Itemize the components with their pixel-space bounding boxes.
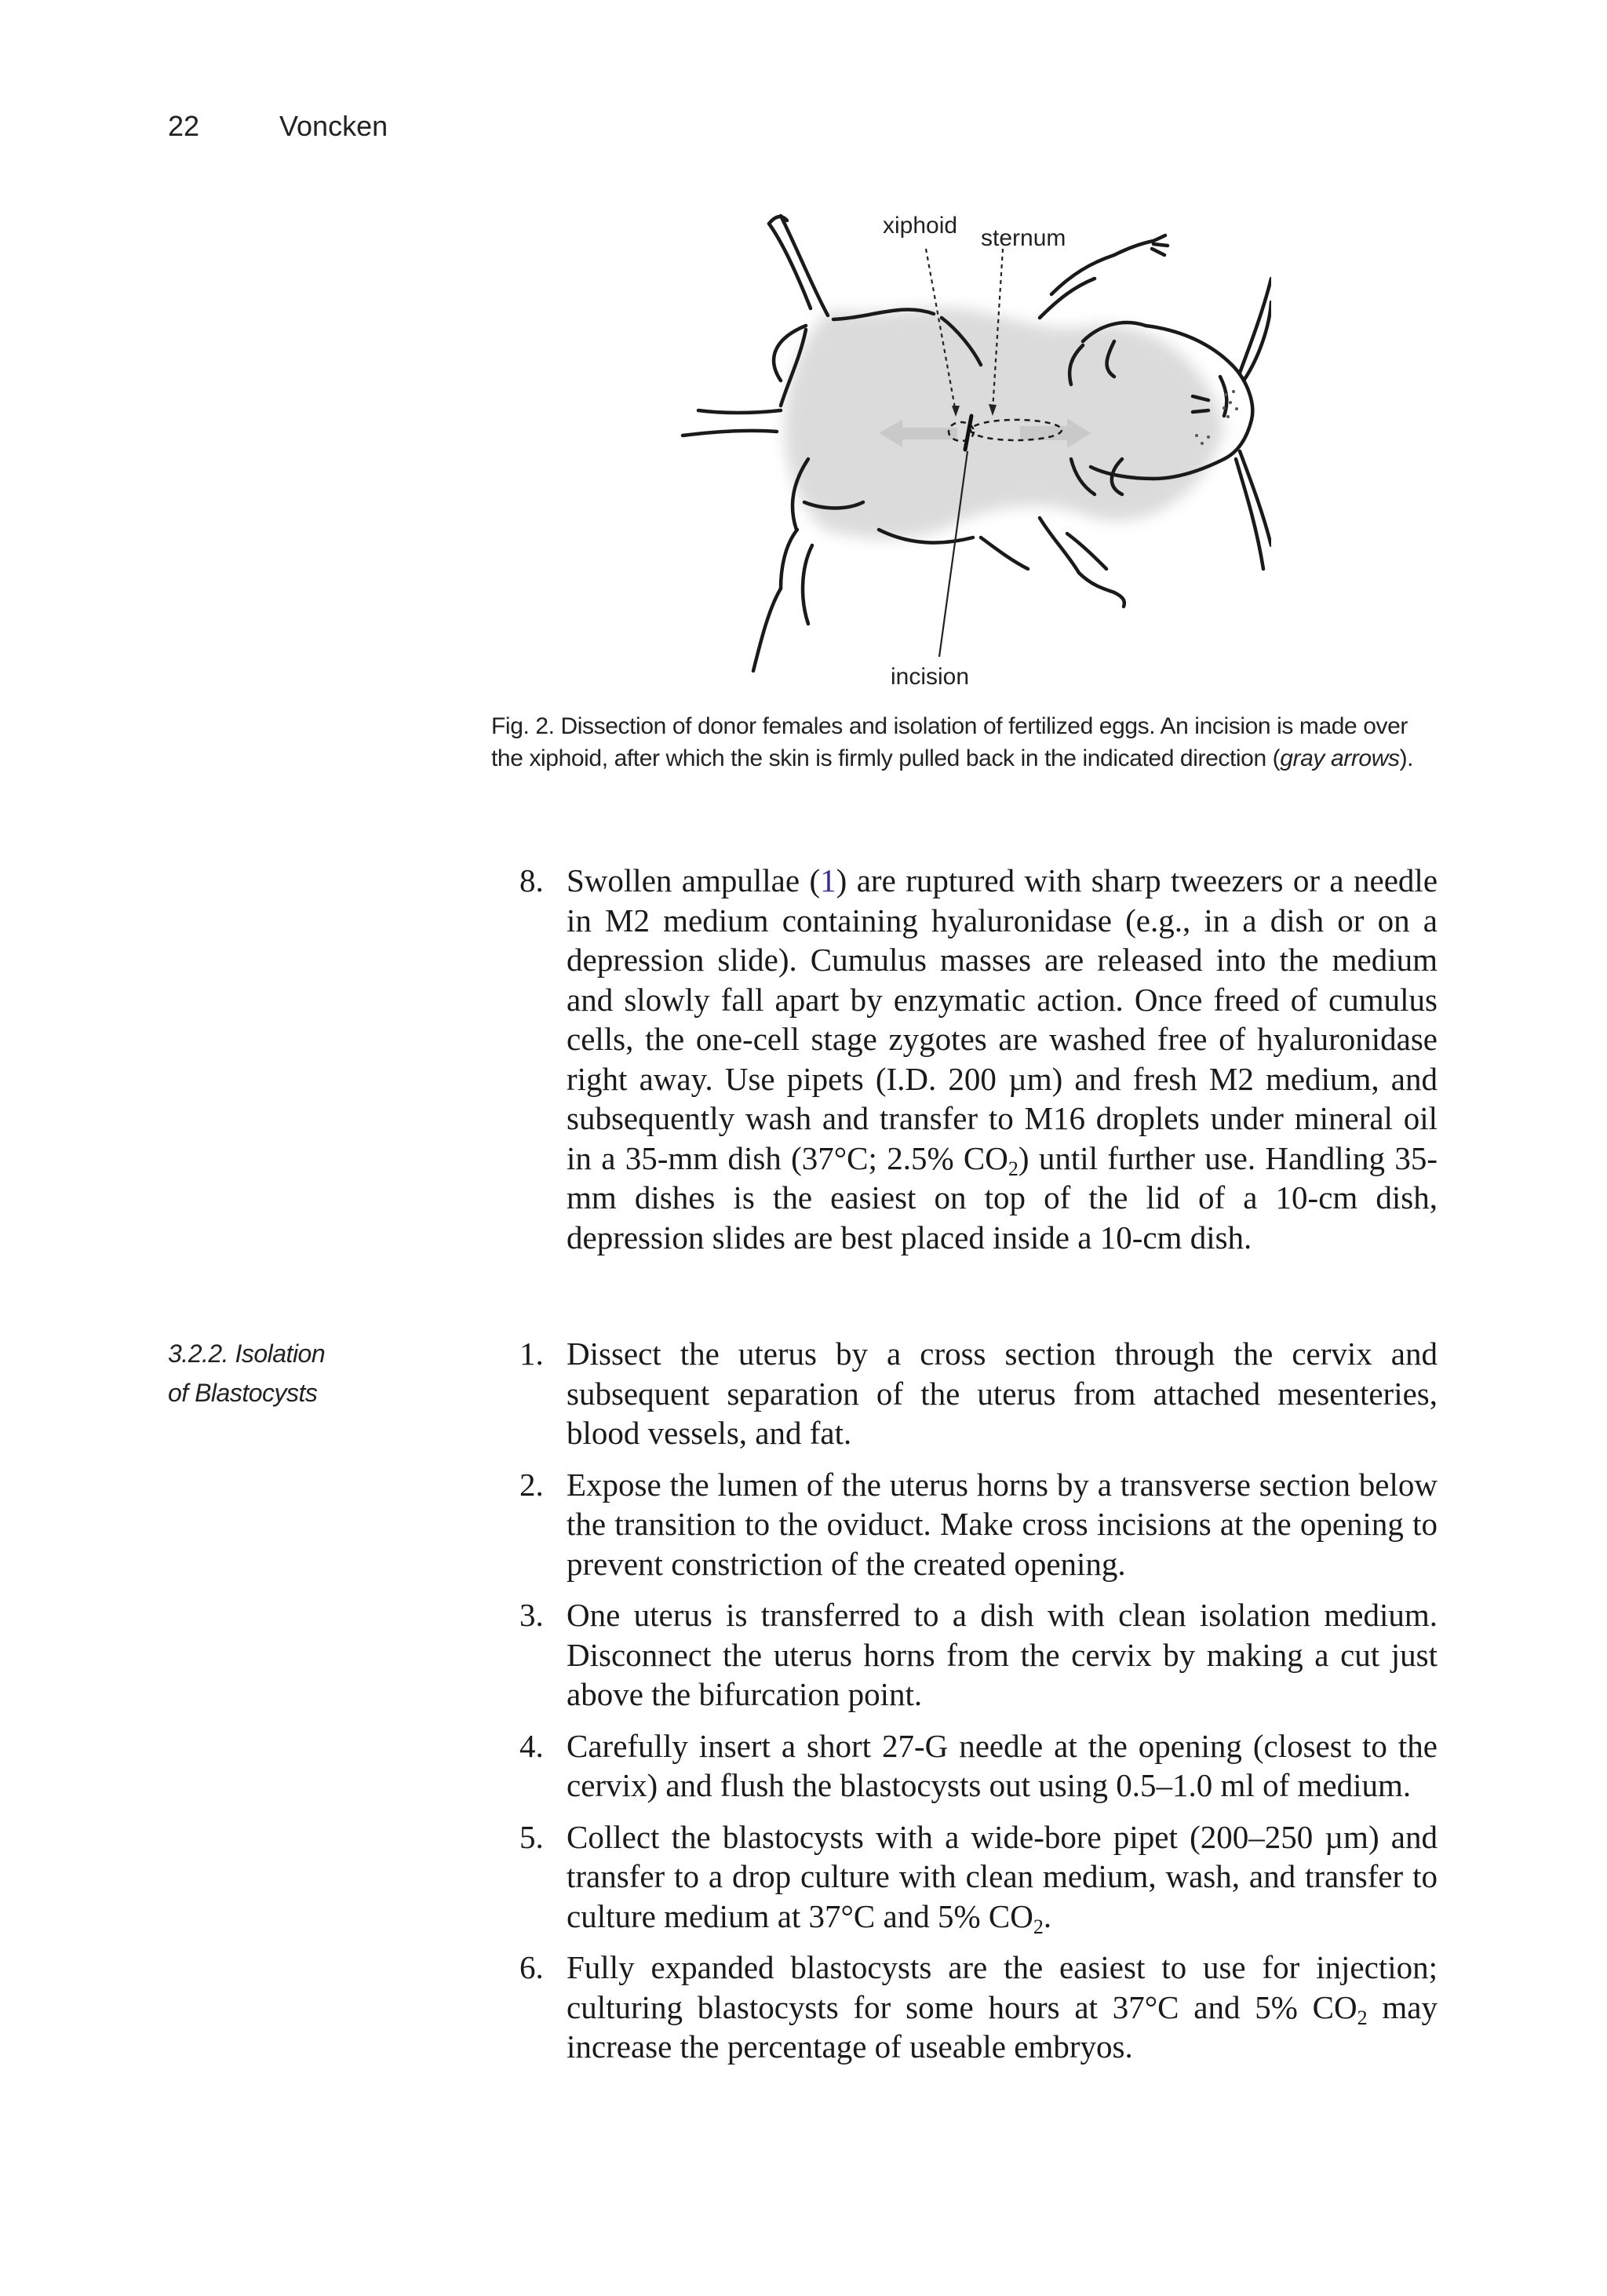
figure-mouse-dissection [643,200,1271,702]
caption-end: ). [1399,745,1414,771]
item-number: 1. [519,1336,544,1372]
item-number: 5. [519,1818,544,1855]
list-item-6 [519,1948,1438,2067]
body-shadow [785,308,1224,538]
list-item-1 [519,1334,1438,1453]
item-text-part: Fully expanded blastocysts are the easiest to use for injection; culturing blastocysts for some hours at 37°C and 5% CO [567,1949,1438,2025]
item-text [567,1948,1438,2067]
item-text: One uterus is transferred to a dish with clean isolation medium. Disconnect the uterus horns from the cervix by making a cut just above the bifurcation point. [567,1597,1438,1712]
mouse-dissection-drawing [643,200,1271,702]
section-heading [168,1334,419,1412]
procedure-list-fertilized-eggs [519,861,1438,1269]
subscript: 2 [1033,1915,1044,1938]
item-text: Carefully insert a short 27-G needle at the opening (closest to the cervix) and flush the blastocysts out using 0.5–1.0 ml of medium. [567,1727,1438,1803]
figure-caption [491,710,1441,774]
item-text-part: ) until further use. Handling 35-mm dishes is the easiest on top of the lid of a 10-cm dish, depression slides are best placed inside a 10-cm dish. [567,1139,1438,1256]
label-sternum: sternum [981,225,1066,251]
caption-text: Fig. 2. Dissection of donor females and isolation of fertilized eggs. An incision is made over the xiphoid, after which the skin is firmly pulled back in the indicated direction ( [491,713,1408,771]
item-text-part: Collect the blastocysts with a wide-bore pipet (200–250 µm) and transfer to a drop culture with clean medium, wash, and transfer to culture medium at 37°C and 5% CO [567,1818,1438,1934]
item-text-part: may increase the percentage of useable embryos. [567,1988,1438,2065]
item-text-part: . [1043,1897,1052,1934]
caption-italic: gray arrows [1280,745,1400,771]
item-number: 6. [519,1949,544,1985]
page-number: 22 [168,110,200,142]
label-incision: incision [891,664,970,690]
item-text-part: ) are ruptured with sharp tweezers or a needle in M2 medium containing hyaluronidase (e.g., in a dish or on a depression slide). Cumulus masses are released into the medium and slowly fall apart by enzymatic action. Once freed of cumulus cells, the one-cell stage zygotes are washed free of hyaluronidase right away. Use pipets (I.D. 200 µm) and fresh M2 medium, and subsequently wash and transfer to M16 droplets under mineral oil in a 35-mm dish (37°C; 2.5% CO [567,862,1438,1176]
item-number: 4. [519,1727,544,1764]
item-text [567,861,1438,1257]
item-text [567,1817,1438,1937]
item-number: 8. [519,862,544,898]
subscript: 2 [1357,2006,1368,2029]
running-head-author: Voncken [279,110,388,142]
list-item-3 [519,1595,1438,1715]
running-header [168,110,388,143]
list-item-2 [519,1465,1438,1584]
procedure-list-blastocysts [519,1334,1438,2079]
section-heading-line: 3.2.2. Isolation [168,1339,326,1368]
list-item-5 [519,1817,1438,1937]
list-item-4 [519,1726,1438,1806]
subscript: 2 [1008,1157,1018,1180]
section-heading-line: of Blastocysts [168,1379,318,1407]
list-item-8 [519,861,1438,1257]
item-number: 2. [519,1466,544,1503]
reference-citation[interactable]: 1 [820,862,836,898]
item-number: 3. [519,1597,544,1633]
item-text: Expose the lumen of the uterus horns by a transverse section below the transition to the oviduct. Make cross incisions at the opening to prevent constriction of the created opening. [567,1466,1438,1582]
item-text: Dissect the uterus by a cross section through the cervix and subsequent separation of the uterus from attached mesenteries, blood vessels, and fat. [567,1336,1438,1451]
label-xiphoid: xiphoid [883,213,958,239]
item-text-part: Swollen ampullae ( [567,862,821,898]
